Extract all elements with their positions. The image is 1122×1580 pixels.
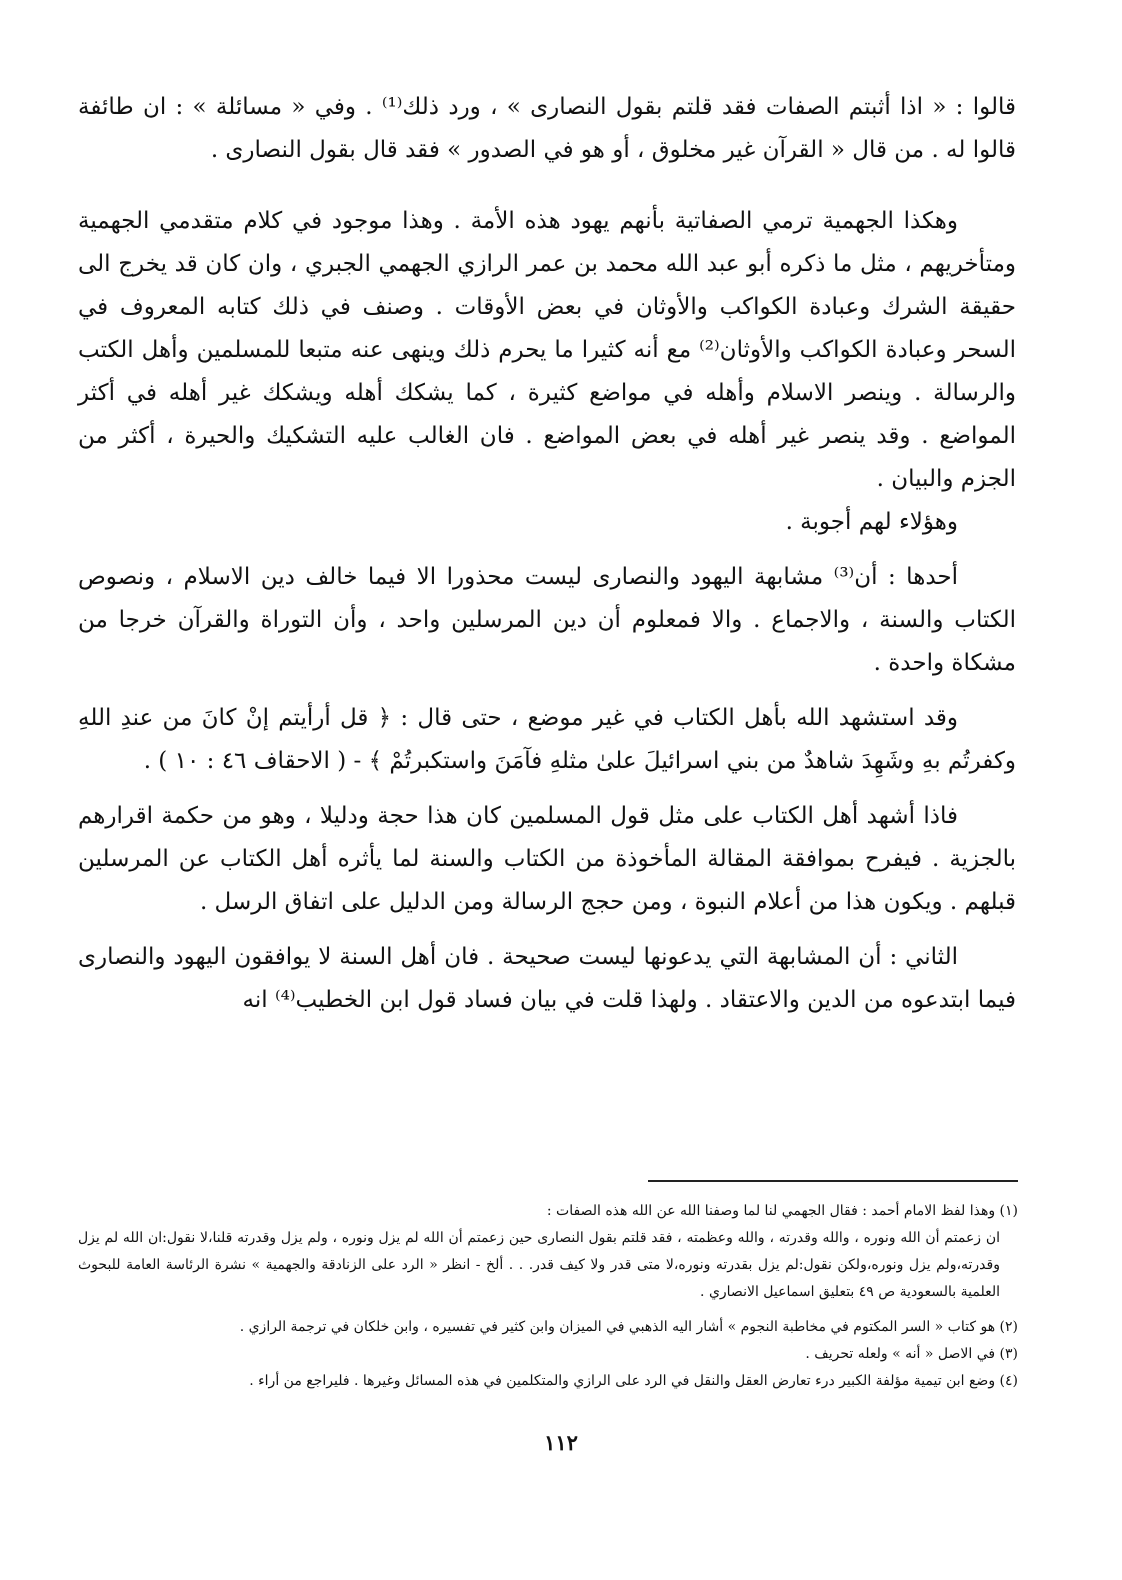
paragraph-7: الثاني : أن المشابهة التي يدعونها ليست صحيحة . فان أهل السنة لا يوافقون اليهود والنصارى فيما ابتدعوه من الدين والاعتقاد . ولهذا قلت في بيان فساد قول ابن الخطيب⁽⁴⁾ انه	[78, 944, 1016, 1013]
footnote-1: (١) وهذا لفظ الامام أحمد : فقال الجهمي لنا لما وصفنا الله عن الله هذه الصفات :	[546, 1203, 1018, 1219]
footnote-divider	[648, 1180, 1018, 1182]
main-text	[78, 86, 1016, 1022]
paragraph-4: أحدها : أن⁽³⁾ مشابهة اليهود والنصارى ليست محذورا الا فيما خالف دين الاسلام ، ونصوص الكتاب والسنة ، والاجماع . والا فمعلوم أن دين المرسلين واحد ، وأن التوراة والقرآن خرجا من مشكاة واحدة .	[78, 564, 1016, 676]
paragraph-6: فاذا أشهد أهل الكتاب على مثل قول المسلمين كان هذا حجة ودليلا ، وهو من حكمة اقرارهم بالجزية . فيفرح بموافقة المقالة المأخوذة من الكتاب والسنة لما يأثره أهل الكتاب عن المرسلين قبلهم . ويكون هذا من أعلام النبوة ، ومن حجج الرسالة ومن الدليل على اتفاق الرسل .	[78, 803, 1016, 915]
footnote-1-quote: ان زعمتم أن الله ونوره ، والله وقدرته ، والله وعظمته ، فقد قلتم بقول النصارى حين زعمتم أن الله لم يزل ونوره ، ولم يزل وقدرته قلنا،لا نقول:ان الله لم يزل وقدرته،ولم يزل ونوره،ولكن نقول:لم يزل بقدرته ونوره،لا متى قدر ولا كيف قدر. . . ألخ - انظر « الرد على الزنادقة والجهمية » نشرة الرئاسة العامة للبحوث العلمية بالسعودية ص ٤٩ بتعليق اسماعيل الانصاري .	[78, 1230, 1000, 1300]
paragraph-2: وهكذا الجهمية ترمي الصفاتية بأنهم يهود هذه الأمة . وهذا موجود في كلام متقدمي الجهمية ومتأخريهم ، مثل ما ذكره أبو عبد الله محمد بن عمر الرازي الجهمي الجبري ، وان كان قد يخرج الى حقيقة الشرك وعبادة الكواكب والأوثان في بعض الأوقات . وصنف في ذلك كتابه المعروف في السحر وعبادة الكواكب والأوثان⁽²⁾ مع أنه كثيرا ما يحرم ذلك وينهى عنه متبعا للمسلمين وأهل الكتب والرسالة . وينصر الاسلام وأهله في مواضع كثيرة ، كما يشكك أهله ويشكك غير أهله في أكثر المواضع . وقد ينصر غير أهله في بعض المواضع . فان الغالب عليه التشكيك والحيرة ، أكثر من الجزم والبيان .	[78, 208, 1016, 492]
footnote-2: (٢) هو كتاب « السر المكتوم في مخاطبة النجوم » أشار اليه الذهبي في الميزان وابن كثير في تفسيره ، وابن خلكان في ترجمة الرازي .	[239, 1319, 1018, 1335]
paragraph-1: قالوا : « اذا أثبتم الصفات فقد قلتم بقول النصارى » ، ورد ذلك⁽¹⁾ . وفي « مسائلة » : ان طائفة قالوا له . من قال « القرآن غير مخلوق ، أو هو في الصدور » فقد قال بقول النصارى .	[78, 94, 1016, 163]
footnote-3: (٣) في الاصل « أنه » ولعله تحريف .	[805, 1346, 1018, 1362]
page-number: ١١٢	[544, 1430, 578, 1455]
paragraph-5: وقد استشهد الله بأهل الكتاب في غير موضع ، حتى قال : ﴿ قل أرأيتم إنْ كانَ من عندِ اللهِ وكفرتُم بهِ وشَهِدَ شاهدٌ من بني اسرائيلَ علىٰ مثلهِ فآمَنَ واستكبرتُمْ ﴾ - ( الاحقاف ٤٦ : ١٠ ) .	[78, 705, 1016, 774]
footnotes	[78, 1198, 1018, 1395]
paragraph-3: وهؤلاء لهم أجوبة .	[785, 509, 958, 535]
footnote-4: (٤) وضع ابن تيمية مؤلفة الكبير درء تعارض العقل والنقل في الرد على الرازي والمتكلمين في هذه المسائل وغيرها . فليراجع من أراء .	[249, 1373, 1018, 1389]
